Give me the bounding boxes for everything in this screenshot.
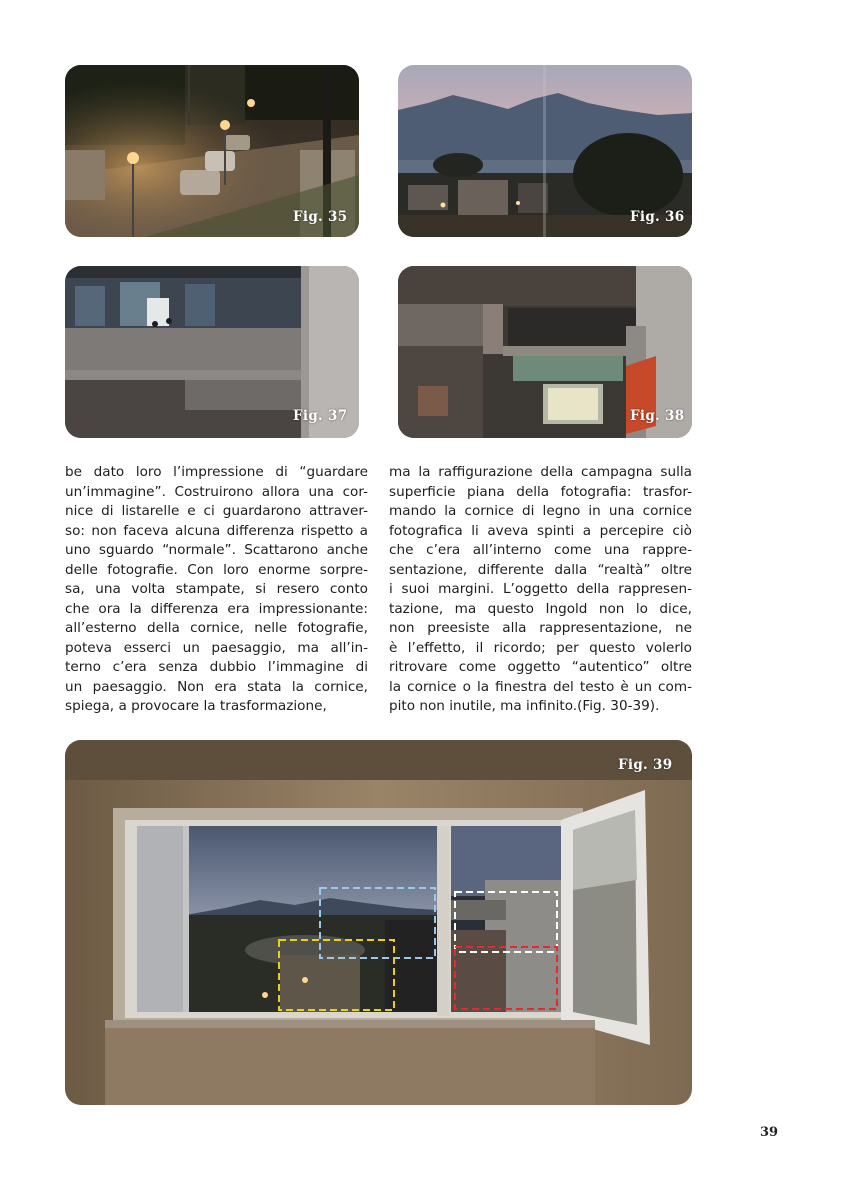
text-line: be dato loro l’impressione di “guardare bbox=[65, 464, 368, 480]
text-line: pito non inutile, ma infinito.(Fig. 30-39). bbox=[389, 698, 660, 714]
text-line: la cornice o la finestra del testo è un com- bbox=[389, 678, 692, 695]
figure-37-label: Fig. 37 bbox=[293, 408, 348, 424]
text-line: mando la cornice di legno in una cornice bbox=[389, 503, 692, 519]
text-line: che ora la differenza era impressionante: bbox=[65, 600, 368, 617]
text-line: fotografica li aveva spinti a percepire ciò bbox=[389, 522, 692, 539]
text-line: i suoi margini. L’oggetto della rappresen- bbox=[389, 581, 692, 597]
figure-35-label: Fig. 35 bbox=[293, 209, 348, 225]
figure-39-label: Fig. 39 bbox=[618, 757, 673, 773]
text-line: un’immagine”. Costruirono allora una cor- bbox=[65, 483, 368, 500]
text-column-left bbox=[65, 463, 368, 717]
figure-36-label: Fig. 36 bbox=[630, 209, 685, 225]
text-line: sentazione, differente dalla “realtà” oltre bbox=[389, 561, 692, 578]
text-line: che c’era all’interno come una rappre- bbox=[389, 542, 692, 558]
text-line: nice di listarelle e ci guardarono attraver- bbox=[65, 503, 368, 519]
text-line: sa, una volta stampate, si resero conto bbox=[65, 581, 368, 597]
figure-38-photo bbox=[398, 266, 692, 438]
text-line: poteva esserci un paesaggio, ma all’in- bbox=[65, 639, 368, 656]
text-line: all’esterno della cornice, nelle fotografie, bbox=[65, 620, 368, 636]
figure-36-photo bbox=[398, 65, 692, 237]
figure-37-photo bbox=[65, 266, 359, 438]
figure-38-label: Fig. 38 bbox=[630, 408, 685, 424]
text-line: è l’effetto, il ricordo; per questo volerlo bbox=[389, 639, 692, 656]
text-line: uno sguardo “normale”. Scattarono anche bbox=[65, 542, 368, 558]
text-line: ritrovare come oggetto “autentico” oltre bbox=[389, 659, 692, 675]
text-line: spiega, a provocare la trasformazione, bbox=[65, 698, 327, 714]
text-line: superficie piana della fotografia: trasfor- bbox=[389, 483, 692, 500]
text-line: so: non faceva alcuna differenza rispetto a bbox=[65, 522, 368, 539]
text-line: delle fotografie. Con loro enorme sorpre- bbox=[65, 561, 368, 578]
text-line: non preesiste alla rappresentazione, ne bbox=[389, 620, 692, 636]
text-line: un paesaggio. Non era stata la cornice, bbox=[65, 678, 368, 695]
page-number: 39 bbox=[760, 1125, 779, 1140]
text-column-right bbox=[389, 463, 692, 717]
figure-39-photo bbox=[65, 740, 692, 1105]
text-line: ma la raffigurazione della campagna sulla bbox=[389, 464, 692, 480]
text-line: terno c’era senza dubbio l’immagine di bbox=[65, 659, 368, 675]
figure-35-photo bbox=[65, 65, 359, 237]
text-line: tazione, ma questo Ingold non lo dice, bbox=[389, 600, 692, 617]
